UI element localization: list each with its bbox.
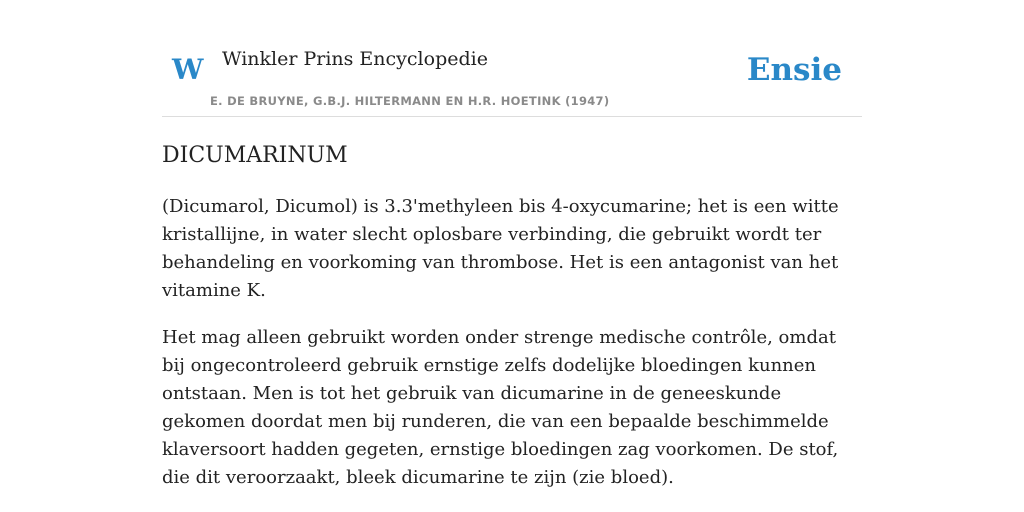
publication-authors: E. DE BRUYNE, G.B.J. HILTERMANN EN H.R. HOETINK (1947) <box>210 94 610 108</box>
entry-paragraph: Het mag alleen gebruikt worden onder strenge medische contrôle, omdat bij ongecontroleerd gebruik ernstige zelfs dodelijke bloedingen kunnen ontstaan. Men is tot het gebruik van dicumarine in de geneeskunde gekomen doordat men bij runderen, die van een bepaalde beschimmelde klaversoort hadden gegeten, ernstige bloedingen zag voorkomen. De stof, die dit veroorzaakt, bleek dicumarine te zijn (zie bloed). <box>162 327 839 488</box>
page-container <box>162 0 862 492</box>
page-header <box>162 0 862 117</box>
publication-logo[interactable]: W <box>172 53 204 86</box>
entry-paragraph: (Dicumarol, Dicumol) is 3.3'methyleen bis 4-oxycumarine; het is een witte kristallijne, in water slecht oplosbare verbinding, die gebruikt wordt ter behandeling en voorkoming van thrombose. Het is een antagonist van het vitamine K. <box>162 196 839 301</box>
publication-title[interactable]: Winkler Prins Encyclopedie <box>222 48 488 70</box>
brand-logo-link[interactable]: Ensie <box>746 52 842 88</box>
entry-title: DICUMARINUM <box>162 143 348 168</box>
